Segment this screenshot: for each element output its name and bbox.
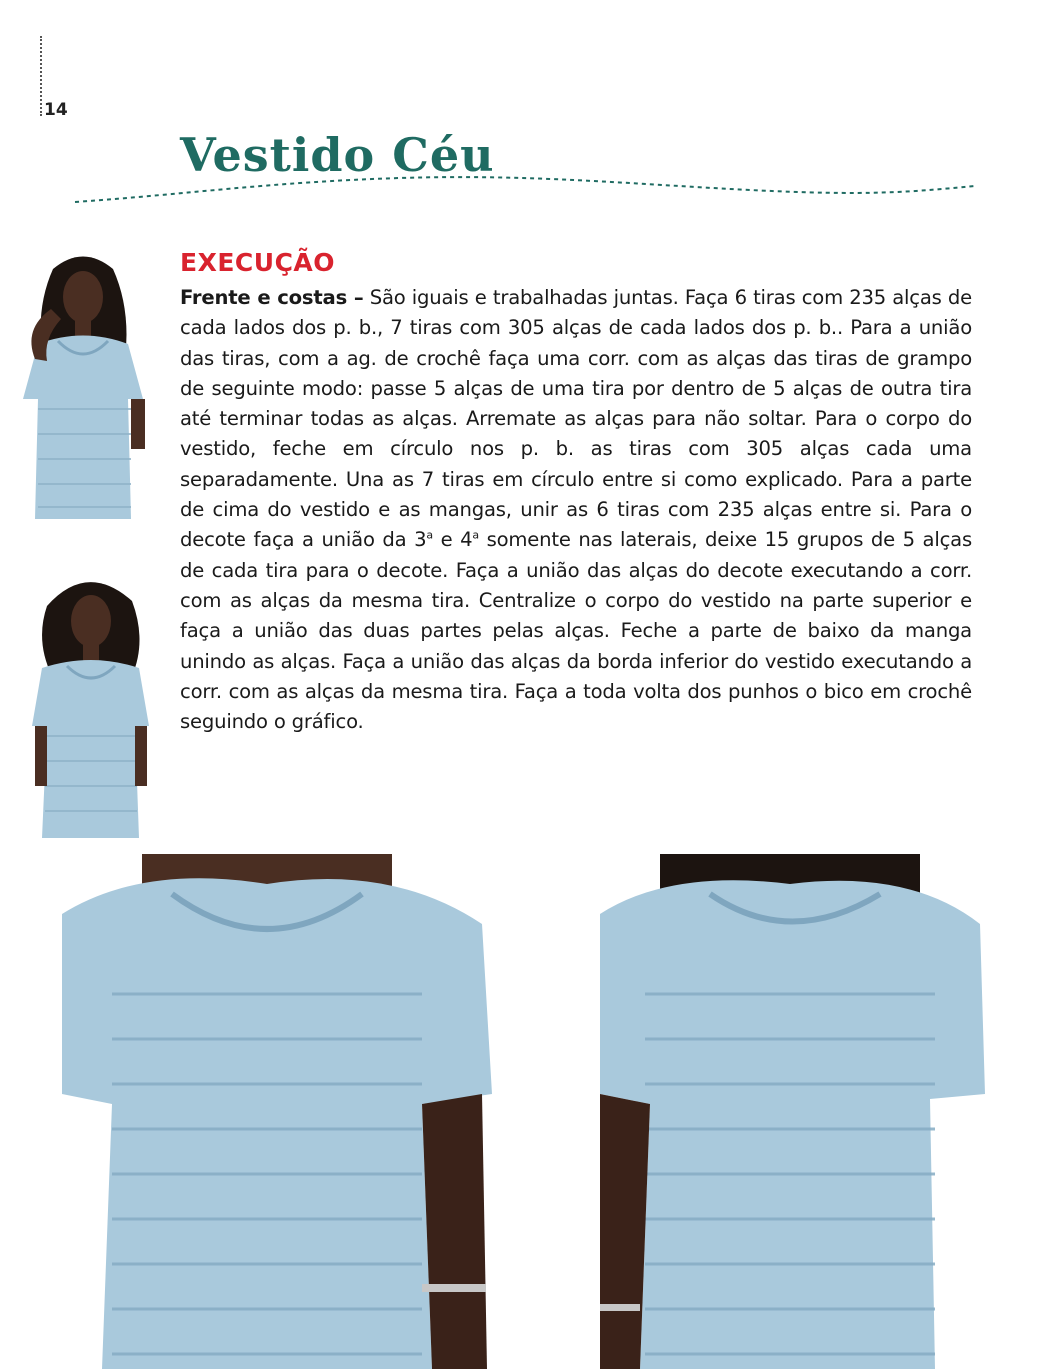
- ordinal-superscript-2: a: [472, 528, 479, 542]
- instructions-text-1: São iguais e trabalhadas juntas. Faça 6 tiras com 235 alças de cada lados dos p. b., 7 tiras com 305 alças de cada lados dos p. b.. Para a união das tiras, com a ag. de crochê faça uma corr. com as alças das tiras de grampo de seguinte modo: passe 5 alças de uma tira por dentro de 5 alças de outra tira até terminar todas as alças. Arremate as alças para não soltar. Para o corpo do vestido, feche em círculo nos p. b. as tiras com 305 alças cada uma separadamente. Una as 7 tiras em círculo entre si como explicado. Para a parte de cima do vestido e as mangas, unir as 6 tiras com 235 alças entre si. Para o decote faça a união da 3: [180, 286, 973, 552]
- section-heading: EXECUÇÃO: [180, 248, 336, 277]
- instructions-paragraph: [180, 283, 972, 737]
- page-title: Vestido Céu: [180, 128, 495, 182]
- dress-front-photo: [62, 854, 492, 1369]
- page-edge-dotted-rule: [40, 36, 42, 116]
- title-wave-decoration: [70, 170, 980, 210]
- instructions-text-2: e 4: [432, 528, 473, 552]
- instructions-text-3: somente nas laterais, deixe 15 grupos de 5 alças de cada tira para o decote. Faça a união das alças do decote executando a corr. com as alças da mesma tira. Centralize o corpo do vestido na parte superior e faça a união das duas partes pelas alças. Feche a parte de baixo da manga unindo as alças. Faça a união das alças da borda inferior do vestido executando a corr. com as alças da mesma tira. Faça a toda volta dos punhos o bico em crochê seguindo o gráfico.: [180, 528, 972, 734]
- instructions-lead: Frente e costas –: [180, 286, 364, 309]
- model-photo-thumbnail-2: [27, 566, 154, 838]
- dress-back-photo: [600, 854, 990, 1369]
- ordinal-superscript-1: a: [426, 528, 433, 542]
- page-number: 14: [44, 100, 68, 120]
- model-photo-thumbnail-1: [13, 249, 154, 519]
